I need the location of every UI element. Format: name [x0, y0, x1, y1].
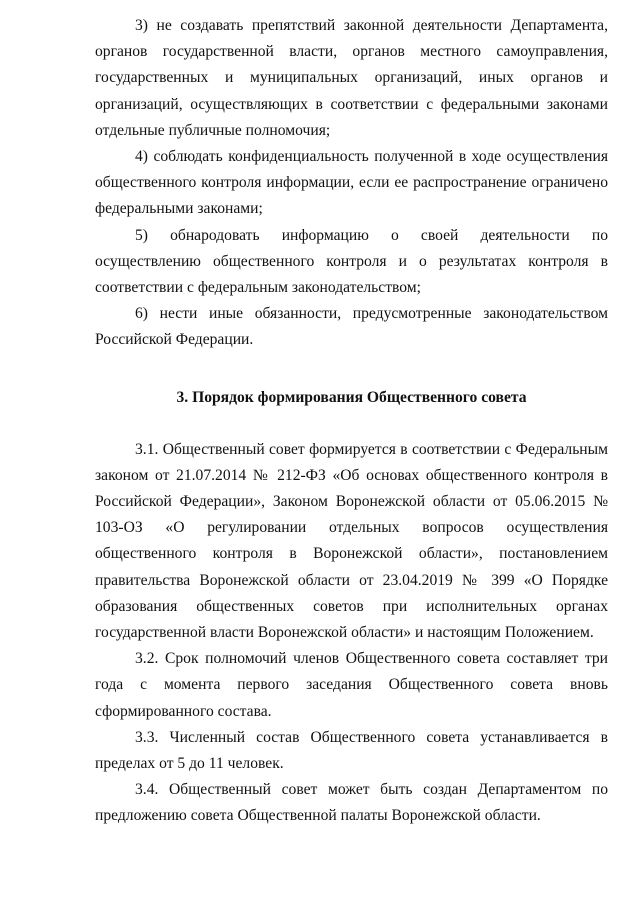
paragraph-3-2: 3.2. Срок полномочий членов Общественного совета составляет три года с момента первого заседания Общественного совета вновь сформированного состава.: [95, 650, 608, 720]
document-page: [95, 13, 608, 830]
paragraph-item-5: 5) обнародовать информацию о своей деятельности по осуществлению общественного контроля и о результатах контроля в соответствии с федеральным законодательством;: [95, 226, 608, 297]
paragraph-item-3: 3) не создавать препятствий законной деятельности Департамента, органов государственной власти, органов местного самоуправления, государственных и муниципальных организаций, иных органов и организаций, осуществляющих в соответствии с федеральными законами отдельные публичные полномочия;: [95, 17, 608, 139]
paragraph-item-6: 6) нести иные обязанности, предусмотренные законодательством Российской Федерации.: [95, 305, 608, 349]
paragraph-3-3: 3.3. Численный состав Общественного совета устанавливается в пределах от 5 до 11 человек.: [95, 728, 608, 773]
paragraph-item-4: 4) соблюдать конфиденциальность полученной в ходе осуществления общественного контроля информации, если ее распространение ограничено федеральными законами;: [95, 148, 608, 218]
paragraph-3-1: 3.1. Общественный совет формируется в соответствии с Федеральным законом от 21.07.2014 № 212-ФЗ «Об основах общественного контроля в Российской Федерации», Законом Воронежской области от 05.06.2015 № 103-ОЗ «О регулировании отдельных вопросов осуществления общественного контроля в Воронежской области», постановлением правительства Воронежской области от 23.04.2019 № 399 «О Порядке образования общественных советов при исполнительных органах государственной власти Воронежской области» и настоящим Положением.: [95, 440, 608, 642]
section-heading: 3. Порядок формирования Общественного совета: [176, 388, 527, 406]
paragraph-3-4: 3.4. Общественный совет может быть создан Департаментом по предложению совета Общественной палаты Воронежской области.: [95, 781, 608, 825]
